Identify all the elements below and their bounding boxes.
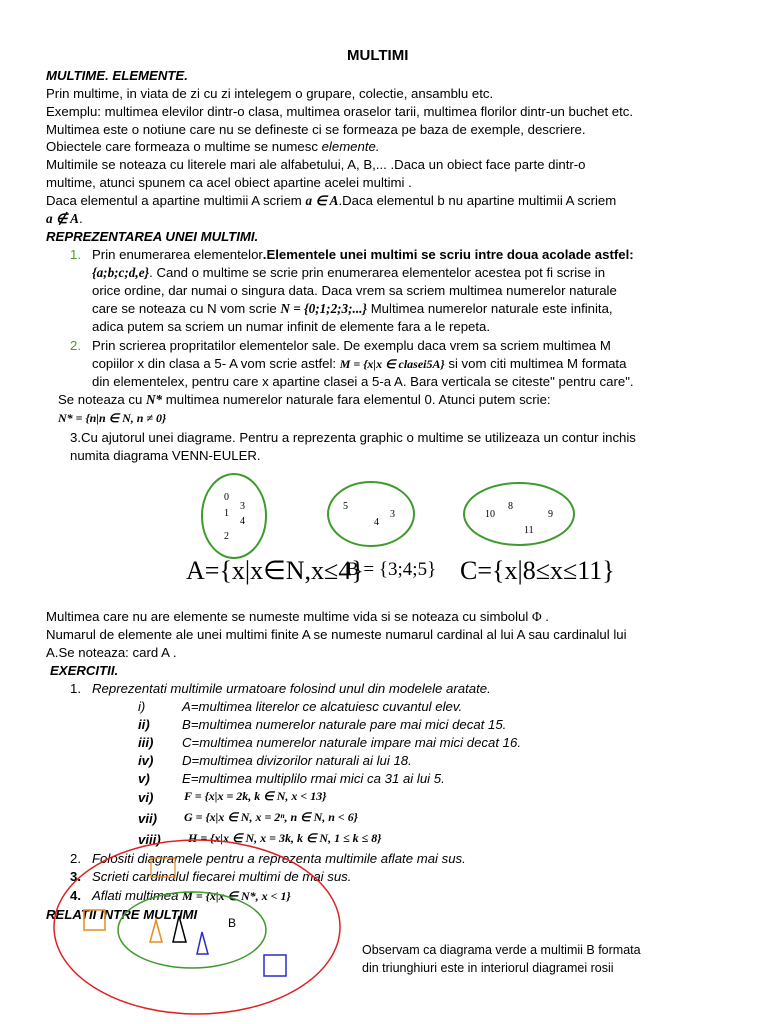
exercise-label: iii) xyxy=(138,735,154,750)
exercise-label: vii) xyxy=(138,811,158,826)
exercise-text: Scrieti cardinalul fiecarei multimi de mai sus. xyxy=(92,869,352,884)
list-number: 3. xyxy=(70,869,81,884)
page-title: MULTIMI xyxy=(347,47,409,64)
formula: N* = {n|n ∈ N, n ≠ 0} xyxy=(58,411,167,425)
text-line: Se noteaza cu N* multimea numerelor naturale fara elementul 0. Atunci putem scrie: xyxy=(58,392,551,407)
venn-a-element: 0 xyxy=(224,492,229,503)
exercise-label: ii) xyxy=(138,717,150,732)
text-line: Numarul de elemente ale unei multimi finite A se numeste numarul cardinal al lui A sau cardinalul lui xyxy=(46,627,627,642)
list-number: 1. xyxy=(70,247,81,262)
list-number: 2. xyxy=(70,851,81,866)
text-line: Exemplu: multimea elevilor dintr-o clasa, multimea oraselor tarii, multimea florilor dintr-un buchet etc. xyxy=(46,104,634,119)
section-heading-representation: REPREZENTAREA UNEI MULTIMI. xyxy=(46,229,259,244)
exercise-text: Reprezentati multimile urmatoare folosind unul din modelele aratate. xyxy=(92,681,491,696)
exercise-item: A=multimea literelor ce alcatuiesc cuvantul elev. xyxy=(182,699,463,714)
text-line: a ∉ A. xyxy=(46,211,83,226)
text-line: numita diagrama VENN-EULER. xyxy=(70,448,261,463)
text-line: multime, atunci spunem ca acel obiect apartine acelei multimi . xyxy=(46,175,412,190)
exercise-item: E=multimea multiplilo rmai mici ca 31 ai lui 5. xyxy=(182,771,445,786)
relations-heading: RELATII INTRE MULTIMI xyxy=(46,907,198,922)
exercise-text: Folositi diagramele pentru a reprezenta multimile aflate mai sus. xyxy=(92,851,466,866)
venn-a-element: 3 xyxy=(240,501,245,512)
text-line: Daca elementul a apartine multimii A scriem a ∈ A.Daca elementul b nu apartine multimii A scriem xyxy=(46,193,617,208)
exercise-item: G = {x|x ∈ N, x = 2ⁿ, n ∈ N, n < 6} xyxy=(184,810,358,824)
section-heading-elements: MULTIME. ELEMENTE. xyxy=(46,68,188,83)
text-line: 3.Cu ajutorul unei diagrame. Pentru a reprezenta graphic o multime se utilizeaza un contur inchis xyxy=(70,430,636,445)
set-a-definition: A={x|x∈N,x≤4} xyxy=(186,556,364,585)
blue-square xyxy=(264,955,286,976)
list-number: 4. xyxy=(70,888,81,903)
exercise-label: iv) xyxy=(138,753,154,768)
observation-text: Observam ca diagrama verde a multimii B formata xyxy=(362,943,641,957)
exercise-text: Aflati multimea M = {x|x ∈ N*, x < 1} xyxy=(92,888,291,903)
text-line: Prin enumerarea elementelor.Elementele unei multimi se scriu intre doua acolade astfel: xyxy=(92,247,634,262)
list-number: 2. xyxy=(70,338,81,353)
text-line: adica putem sa scriem un numar infinit de elemente fara a le repeta. xyxy=(92,319,491,334)
venn-b-element: 4 xyxy=(374,517,379,528)
text-line: Multimea este o notiune care nu se defineste ci se formeaza pe baza de exemple, descriere. xyxy=(46,122,586,137)
set-b-definition: B = {3;4;5} xyxy=(346,559,437,580)
venn-a-element: 1 xyxy=(224,508,229,519)
text-line: copiilor x din clasa a 5- A vom scrie astfel: M = {x|x ∈ clasei5A} si vom citi multimea M formata xyxy=(92,356,627,371)
exercise-label: i) xyxy=(138,699,146,714)
set-b-label: B xyxy=(228,916,237,930)
text-line: A.Se noteaza: card A . xyxy=(46,645,177,660)
exercises-heading: EXERCITII. xyxy=(50,663,119,678)
exercise-item: B=multimea numerelor naturale pare mai mici decat 15. xyxy=(182,717,507,732)
list-number: 1. xyxy=(70,681,81,696)
blue-triangle xyxy=(197,932,208,954)
set-c-definition: C={x|8≤x≤11} xyxy=(460,556,615,585)
text-line: {a;b;c;d,e}. Cand o multime se scrie prin enumerarea elementelor acestea pot fi scrise in xyxy=(92,265,606,280)
exercise-item: D=multimea divizorilor naturali ai lui 18. xyxy=(182,753,412,768)
text-line: Prin scrierea propritatilor elementelor sale. De exemplu daca vrem sa scriem multimea M xyxy=(92,338,611,353)
exercise-item: F = {x|x = 2k, k ∈ N, x < 13} xyxy=(184,789,327,803)
text-line: din elementelex, pentru care x apartine clasei a 5-a A. Bara verticala se citeste" pentru care". xyxy=(92,374,634,389)
venn-c-element: 9 xyxy=(548,509,553,520)
text-line: Multimea care nu are elemente se numeste multime vida si se noteaza cu simbolul Φ . xyxy=(46,609,549,624)
text-line: Obiectele care formeaza o multime se numesc elemente. xyxy=(46,139,380,154)
venn-b-outline xyxy=(328,482,414,546)
venn-c-outline xyxy=(464,483,574,545)
venn-c-element: 11 xyxy=(524,525,534,536)
exercise-item: C=multimea numerelor naturale impare mai mici decat 16. xyxy=(182,735,521,750)
venn-a-outline xyxy=(202,474,266,558)
exercise-label: vi) xyxy=(138,790,154,805)
venn-a-element: 4 xyxy=(240,516,245,527)
venn-c-element: 10 xyxy=(485,509,495,520)
text-line: Multimile se noteaza cu literele mari ale alfabetului, A, B,... .Daca un obiect face parte dintr-o xyxy=(46,157,586,172)
exercise-item: H = {x|x ∈ N, x = 3k, k ∈ N, 1 ≤ k ≤ 8} xyxy=(188,831,382,845)
observation-text: din triunghiuri este in interiorul diagramei rosii xyxy=(362,961,614,975)
venn-b-element: 5 xyxy=(343,501,348,512)
venn-c-element: 8 xyxy=(508,501,513,512)
venn-b-element: 3 xyxy=(390,509,395,520)
text-line: Prin multime, in viata de zi cu zi intelegem o grupare, colectie, ansamblu etc. xyxy=(46,86,494,101)
venn-a-element: 2 xyxy=(224,531,229,542)
exercise-label: v) xyxy=(138,771,150,786)
exercise-label: viii) xyxy=(138,832,161,847)
text-line: care se noteaza cu N vom scrie N = {0;1;2;3;...} Multimea numerelor naturale este infinita, xyxy=(92,301,613,316)
text-line: orice ordine, dar numai o singura data. Daca vrem sa scriem multimea numerelor naturale xyxy=(92,283,617,298)
